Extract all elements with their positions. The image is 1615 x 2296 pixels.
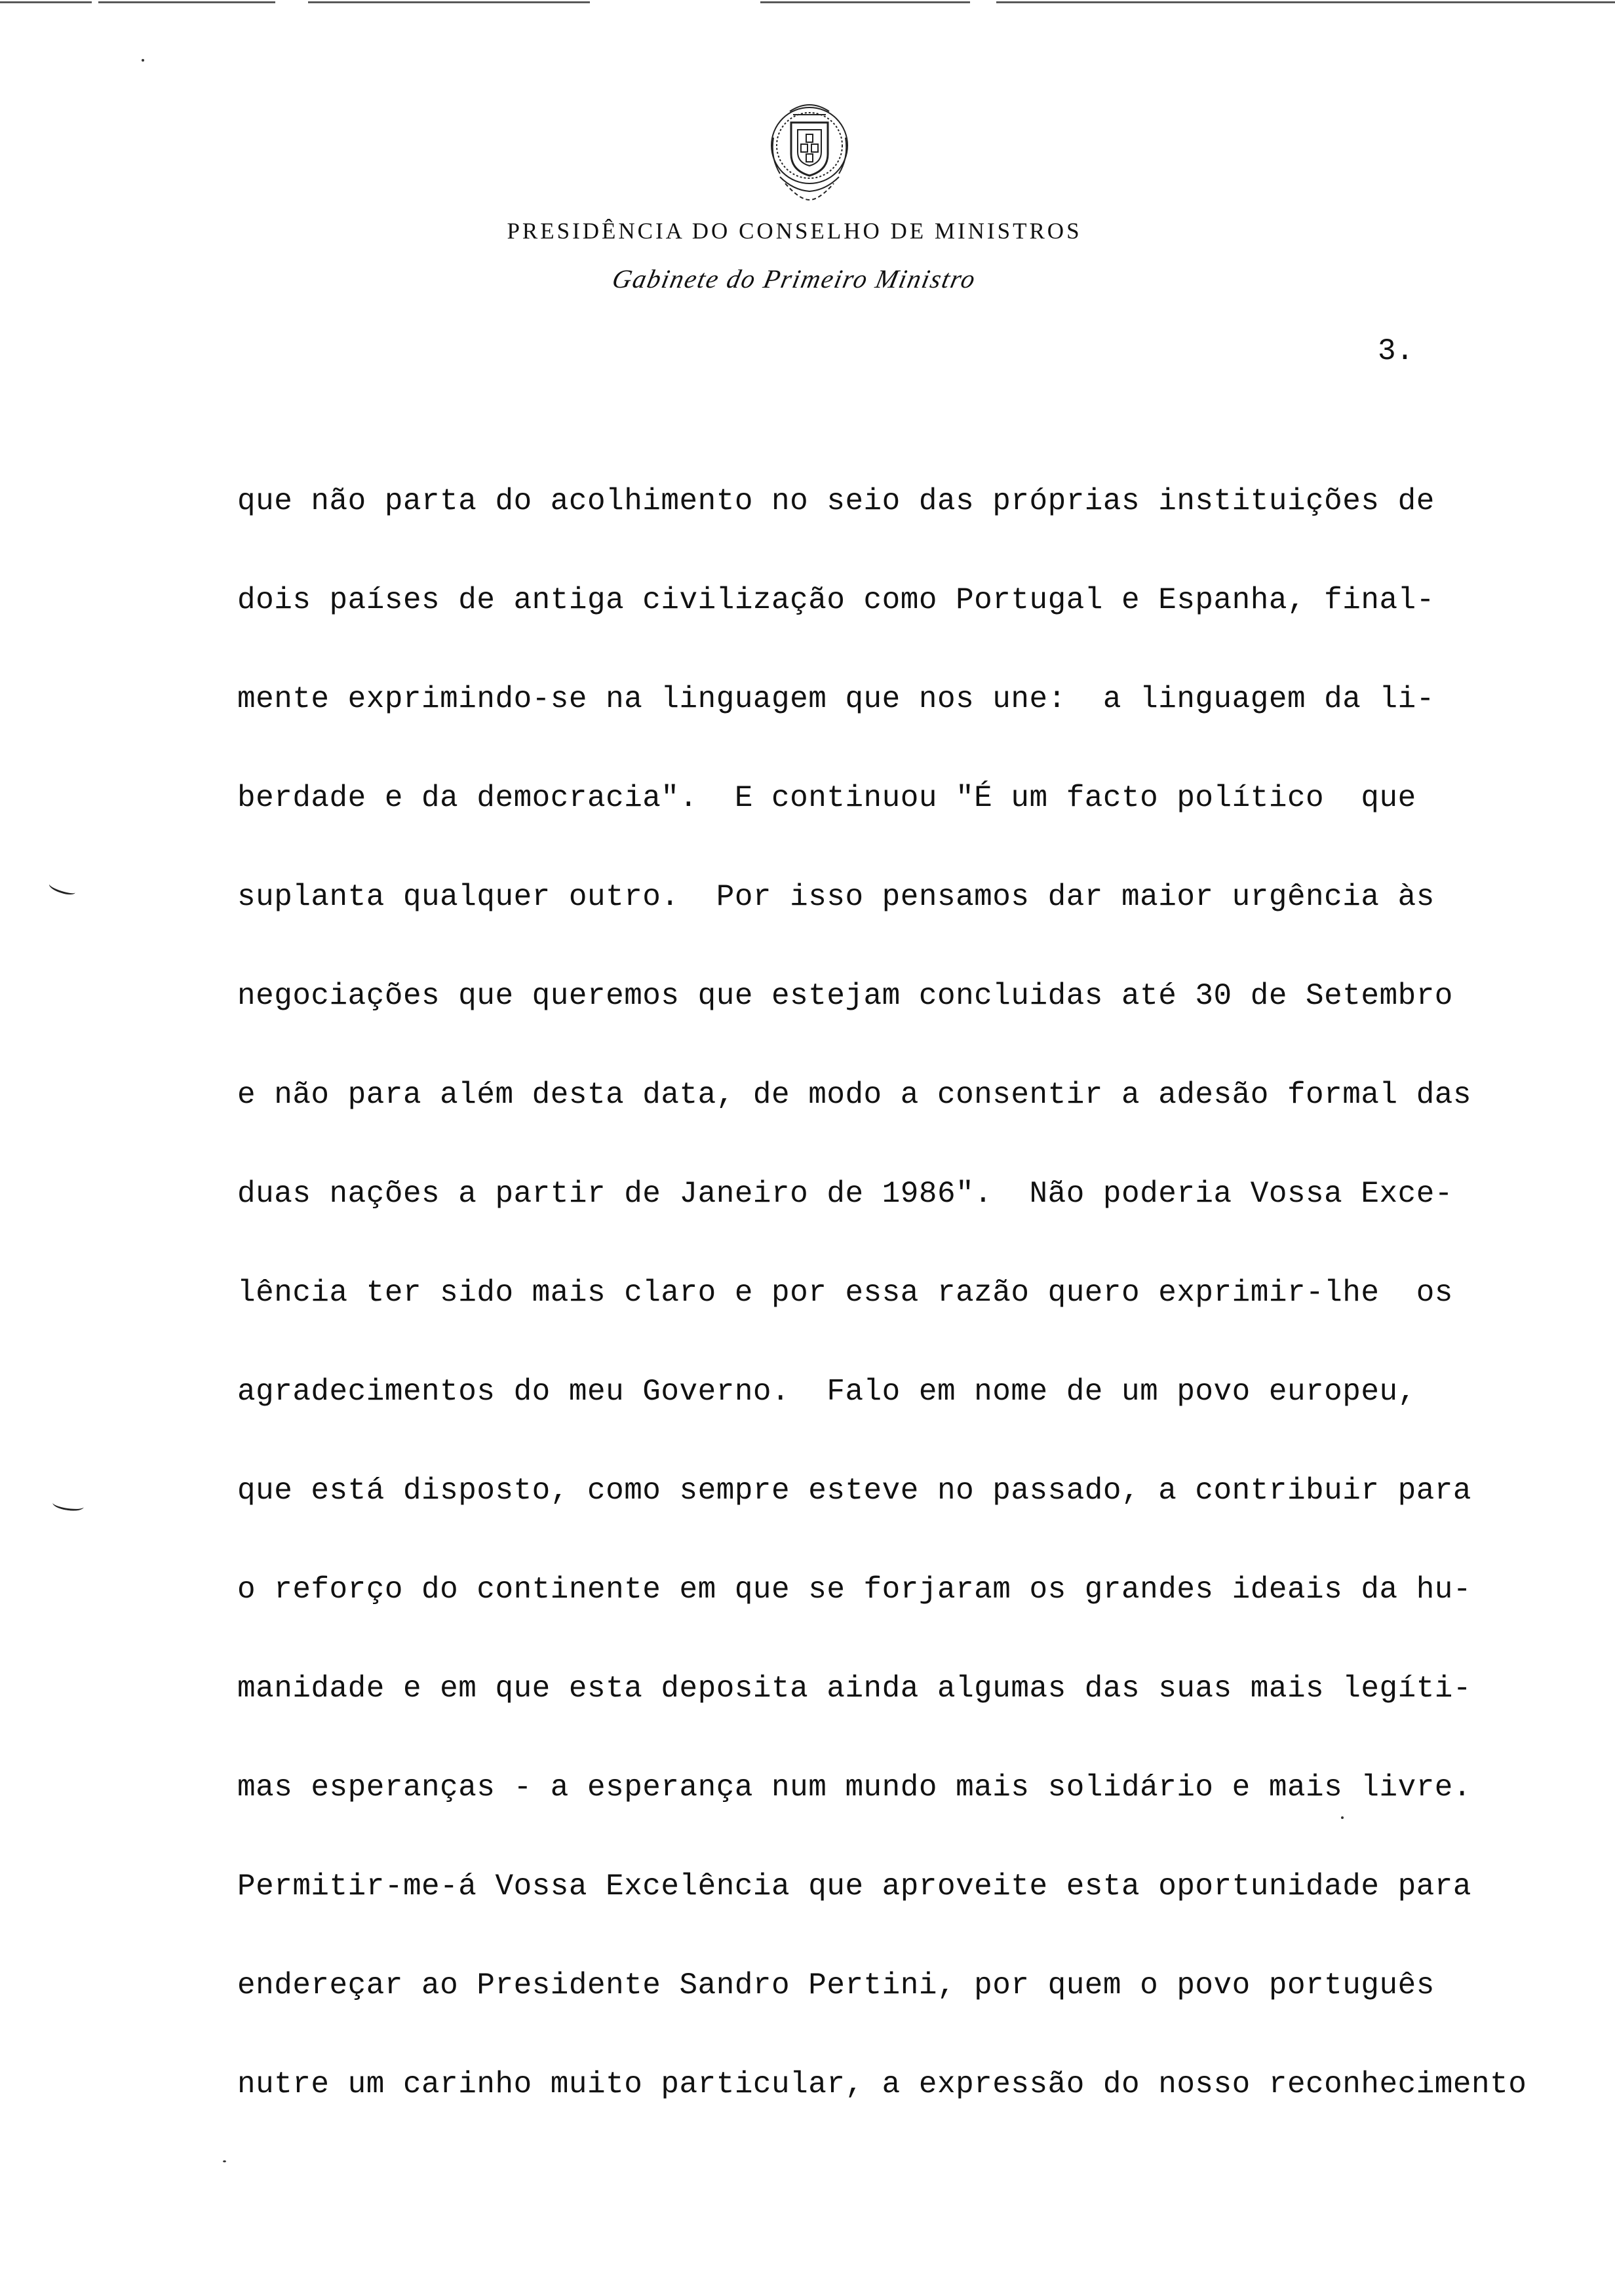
- scan-speck: [223, 2160, 226, 2162]
- text-line: endereçar ao Presidente Sandro Pertini, por quem o povo português: [237, 1968, 1435, 2002]
- text-line: duas nações a partir de Janeiro de 1986". Não poderia Vossa Exce-: [237, 1177, 1453, 1211]
- page-number: 3.: [1378, 334, 1414, 368]
- margin-mark: [52, 1497, 85, 1513]
- body-text: [237, 482, 1614, 2164]
- scan-speck: [142, 59, 144, 62]
- text-line: agradecimentos do meu Governo. Falo em nome de um povo europeu,: [237, 1375, 1416, 1409]
- text-line: mente exprimindo-se na linguagem que nos une: a linguagem da li-: [237, 682, 1435, 716]
- margin-mark: [48, 879, 77, 897]
- text-line: suplanta qualquer outro. Por isso pensamos dar maior urgência às: [237, 880, 1435, 914]
- letterhead-title: PRESIDÊNCIA DO CONSELHO DE MINISTROS: [507, 218, 1082, 244]
- text-line: nutre um carinho muito particular, a expressão do nosso reconhecimento: [237, 2067, 1527, 2101]
- text-line: que não parta do acolhimento no seio das próprias instituições de: [237, 484, 1435, 518]
- text-line: dois países de antiga civilização como Portugal e Espanha, final-: [237, 583, 1435, 617]
- text-line: Permitir-me-á Vossa Excelência que aproveite esta oportunidade para: [237, 1869, 1472, 1904]
- text-line: mas esperanças - a esperança num mundo mais solidário e mais livre.: [237, 1770, 1472, 1805]
- text-line: e não para além desta data, de modo a consentir a adesão formal das: [237, 1078, 1472, 1112]
- text-line: o reforço do continente em que se forjaram os grandes ideais da hu-: [237, 1573, 1472, 1607]
- letterhead-subtitle: Gabinete do Primeiro Ministro: [610, 264, 979, 294]
- text-line: berdade e da democracia". E continuou "É um facto político que: [237, 781, 1416, 815]
- text-line: que está disposto, como sempre esteve no passado, a contribuir para: [237, 1474, 1472, 1508]
- text-line: manidade e em que esta deposita ainda algumas das suas mais legíti-: [237, 1672, 1472, 1706]
- text-line: negociações que queremos que estejam concluidas até 30 de Setembro: [237, 979, 1453, 1013]
- portuguese-coat-of-arms-icon: [754, 92, 865, 206]
- text-line: lência ter sido mais claro e por essa razão quero exprimir-lhe os: [237, 1276, 1453, 1310]
- scan-top-edge: [0, 1, 1615, 3]
